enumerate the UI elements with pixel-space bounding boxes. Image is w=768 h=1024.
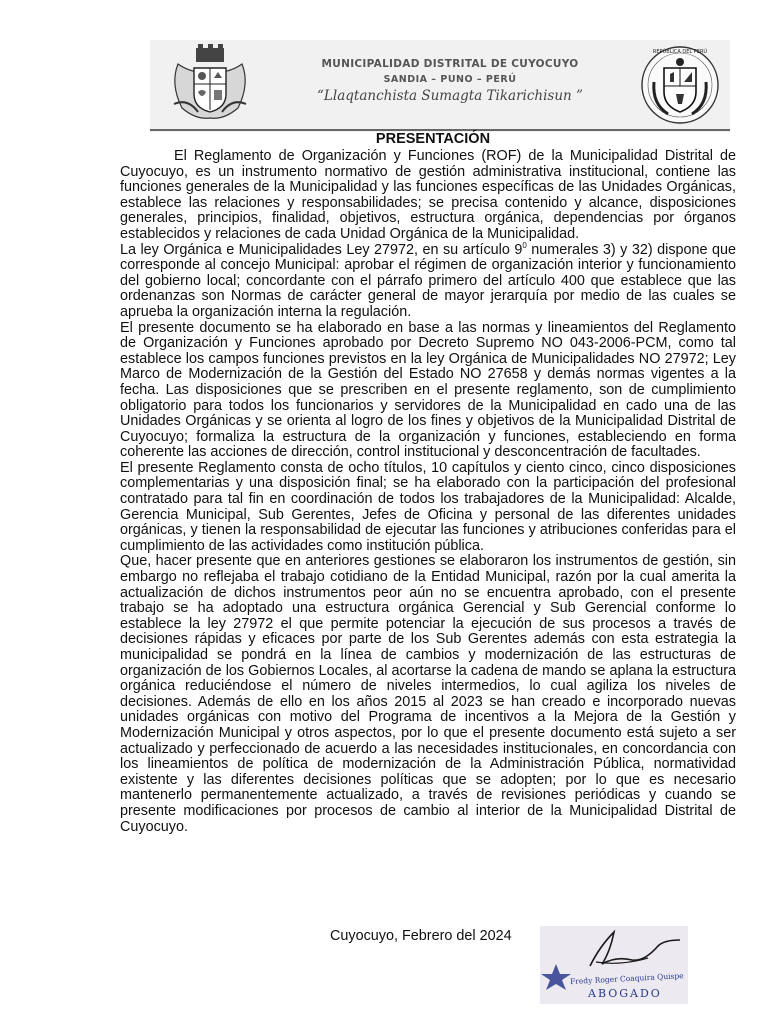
municipal-crest-icon	[168, 44, 252, 124]
municipality-location: SANDIA – PUNO – PERÚ	[383, 74, 517, 85]
document-title: PRESENTACIÓN	[375, 131, 491, 147]
paragraph-5: Que, hacer presente que en anteriores gestiones se elaboraron los instrumentos de gestión, sin embargo no reflejaba el trabajo cotidiano de la Entidad Municipal, razón por la cual amerita la actualización de dichos instrumentos peor aún no se encuentra aprobado, con el presente trabajo se ha adoptado una estructura orgánica Gerencial y Sub Gerencial conforme lo establece la ley 27972 el que permite potenciar la ejecución de sus procesos a través de decisiones rápidas y eficaces por parte de los Sub Gerentes además con esta estrategia la municipalidad se pondrá en la línea de cambios y modernización de las estructuras de organización de los Gobiernos Locales, al acortarse la cadena de mando se aplana la estructura orgánica reduciéndose el número de niveles intermedios, lo cual agiliza los niveles de decisiones. Además de ello en los años 2015 al 2023 se han creado e incorporado nuevas unidades orgánicas con motivo del Programa de incentivos a la Mejora de la Gestión y Modernización Municipal y otros aspectos, por lo que el presente documento está sujeto a ser actualizado y perfeccionado de acuerdo a las necesidades institucionales, en concordancia con los lineamientos de política de modernización de la Administración Pública, normatividad existente y las diferentes decisiones políticas que se adopten; por lo que es necesario mantenerlo permanentemente actualizado, a través de revisiones periódicas y cuando se presente modificaciones por procesos de cambio al interior de la Municipalidad Distrital de Cuyocuyo.	[120, 553, 736, 835]
paragraph-1: El Reglamento de Organización y Funciones (ROF) de la Municipalidad Distrital de Cuyocuyo, es un instrumento normativo de gestión administrativa institucional, contiene las funciones generales de la Municipalidad y las funciones específicas de las Unidades Orgánicas, establece las relaciones y responsabilidades; se precisa contenido y alcance, disposiciones generales, principios, finalidad, objetivos, estructura orgánica, dependencias por órganos establecidos y relaciones de cada Unidad Orgánica de la Municipalidad.	[120, 148, 736, 242]
signature-stamp	[540, 926, 688, 1004]
place-and-date: Cuyocuyo, Febrero del 2024	[330, 928, 512, 944]
paragraph-2-start: La ley Orgánica e Municipalidades Ley 27972, en su artículo 9	[120, 241, 523, 258]
stamp-name: Fredy Roger Coaquira Quispe	[569, 971, 684, 987]
peru-crest-text: REPÚBLICA DEL PERÚ	[652, 49, 708, 55]
star-stamp-icon	[541, 964, 571, 990]
handwritten-signature-icon	[590, 932, 680, 966]
paragraph-4: El presente Reglamento consta de ocho títulos, 10 capítulos y ciento cinco, cinco disposiciones complementarias y una disposición final; se ha elaborado con la participación del profesional contratado para tal fin en coordinación de todos los trabajadores de la Municipalidad: Alcalde, Gerencia Municipal, Sub Gerentes, Jefes de Oficina y personal de las diferentes unidades orgánicas, y tienen la responsabilidad de ejecutar las funciones y atribuciones conferidas para el cumplimiento de las actividades como institución pública.	[120, 459, 736, 554]
municipality-name: MUNICIPALIDAD DISTRITAL DE CUYOCUYO	[321, 58, 579, 70]
municipality-motto: “Llaqtanchista Sumagta Tikarichisun ”	[317, 88, 583, 104]
peru-coat-of-arms-icon	[640, 42, 720, 128]
document-body	[120, 149, 736, 835]
stamp-title: ABOGADO	[588, 987, 662, 1000]
paragraph-2	[120, 240, 737, 321]
paragraph-3: El presente documento se ha elaborado en base a las normas y lineamientos del Reglamento de Organización y Funciones aprobado por Decreto Supremo NO 043-2006-PCM, como tal establece los campos funciones previstos en la ley Orgánica de Municipalidades NO 27972; Ley Marco de Modernización de la Gestión del Estado NO 27658 y demás normas vigentes a la fecha. Las disposiciones que se prescriben en el presente reglamento, son de cumplimiento obligatorio para todos los funcionarios y servidores de la Municipalidad en cado una de las Unidades Orgánicas y se orienta al logro de los fines y objetivos de la Municipalidad Distrital de Cuyocuyo; formaliza la estructura de la organización y funciones, estableciendo en forma coherente las acciones de dirección, control institucional y desconcentración de facultades.	[120, 319, 736, 461]
paragraph-2-superscript: 0	[522, 240, 527, 250]
paragraph-2-end: numerales 3) y 32) dispone que corresponde al concejo Municipal: aprobar el régimen de organización interior y funcionamiento del gobierno local; concordante con el párrafo primero del artículo 400 que establece que las ordenanzas son Normas de carácter general de mayor jerarquía por medio de las cuales se aprueba la organización interna la regulación.	[120, 241, 737, 320]
